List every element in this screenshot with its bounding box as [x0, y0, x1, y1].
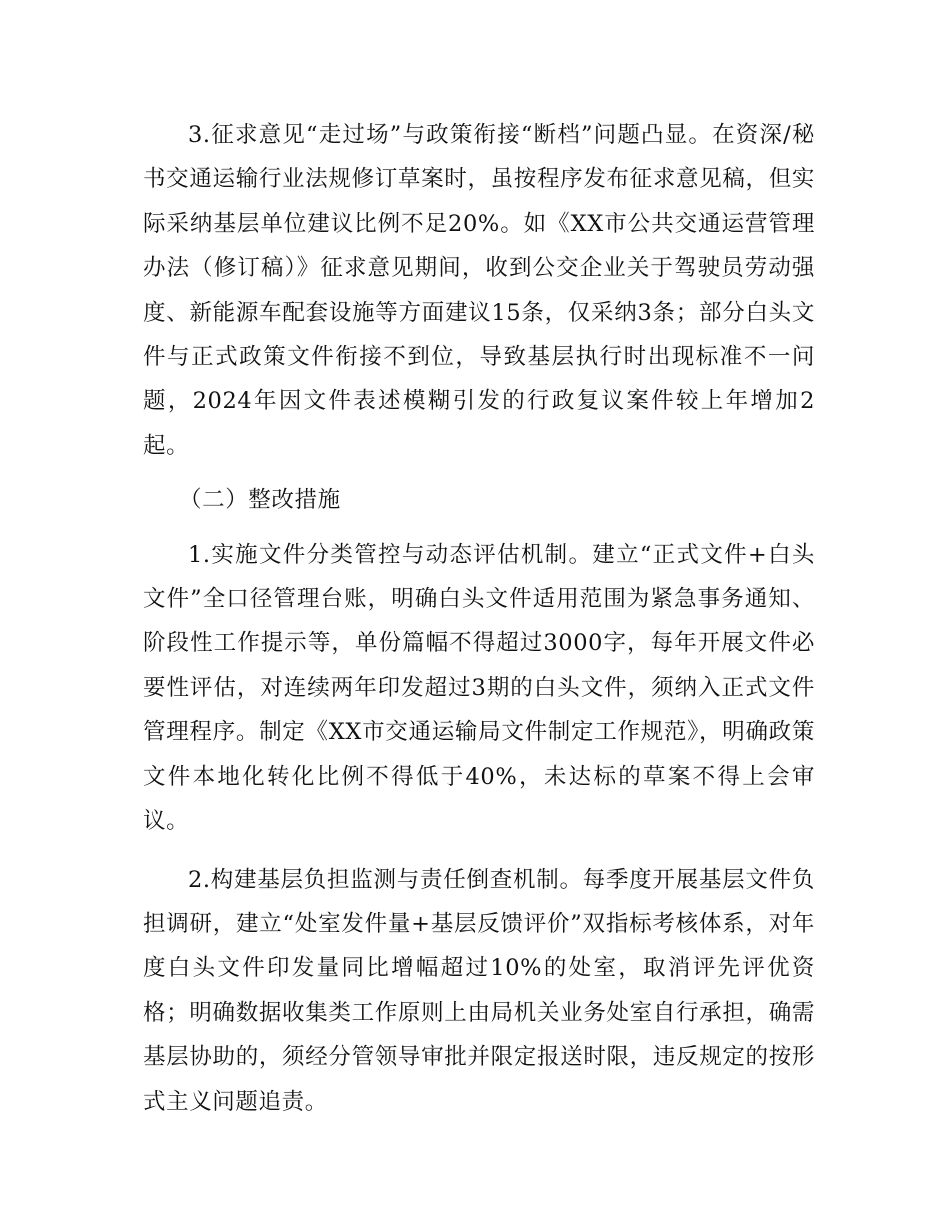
paragraph-consultation-issue: 3.征求意见“走过场”与政策衔接“断档”问题凸显。在资深/秘书交通运输行业法规修订草案时，虽按程序发布征求意见稿，但实际采纳基层单位建议比例不足20%。如《XX市公共交通运营管理办法（修订稿）》征求意见期间，收到公交企业关于驾驶员劳动强度、新能源车配套设施等方面建议15条，仅采纳3条；部分白头文件与正式政策文件衔接不到位，导致基层执行时出现标准不一问题，2024年因文件表述模糊引发的行政复议案件较上年增加2起。	[143, 122, 815, 459]
section-heading-rectification-measures: （二）整改措施	[179, 487, 341, 514]
paragraph-grassroots-burden-monitoring: 2.构建基层负担监测与责任倒查机制。每季度开展基层文件负担调研，建立“处室发件量+基层反馈评价”双指标考核体系，对年度白头文件印发量同比增幅超过10%的处室，取消评先评优资格；明确数据收集类工作原则上由局机关业务处室自行承担，确需基层协助的，须经分管领导审批并限定报送时限，违反规定的按形式主义问题追责。	[143, 866, 815, 1115]
document-body	[143, 113, 815, 1124]
paragraph-document-classification-control: 1.实施文件分类管控与动态评估机制。建立“正式文件+白头文件”全口径管理台账，明确白头文件适用范围为紧急事务通知、阶段性工作提示等，单份篇幅不得超过3000字，每年开展文件必要性评估，对连续两年印发超过3期的白头文件，须纳入正式文件管理程序。制定《XX市交通运输局文件制定工作规范》，明确政策文件本地化转化比例不得低于40%，未达标的草案不得上会审议。	[143, 541, 815, 835]
